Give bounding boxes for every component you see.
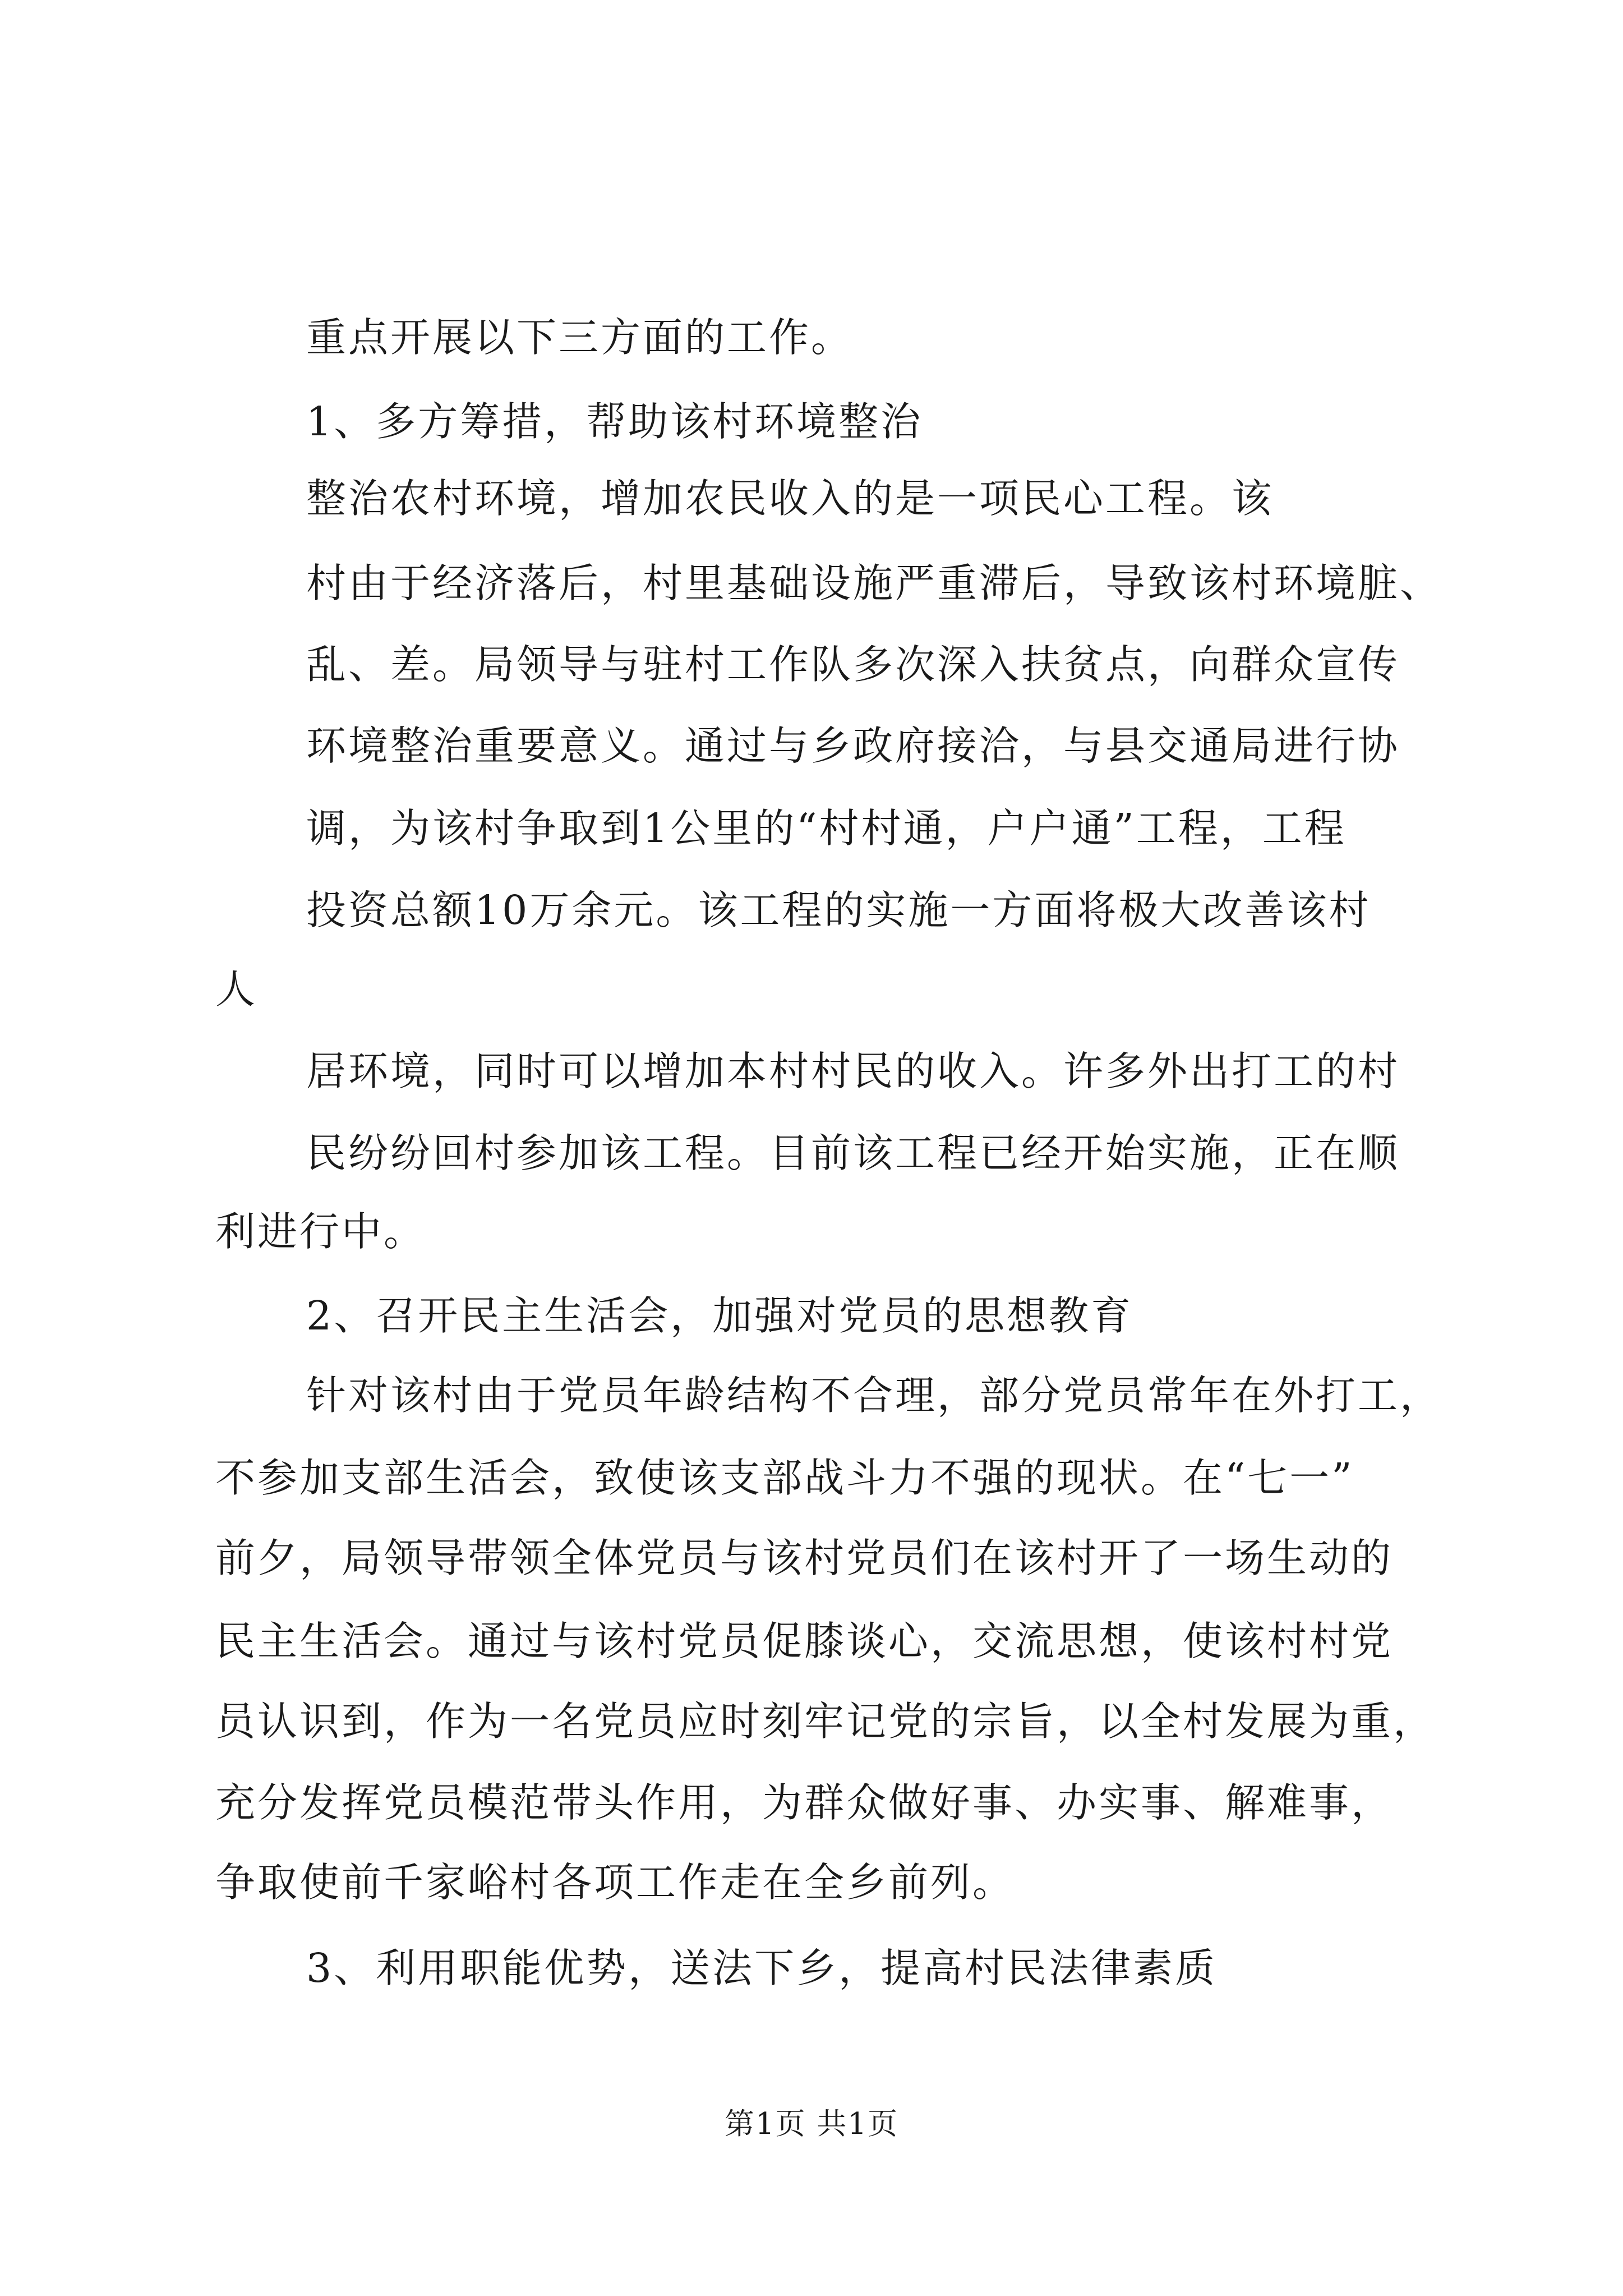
paragraph-line: 投资总额10万余元。该工程的实施一方面将极大改善该村 [306, 887, 1371, 933]
paragraph-line: 前夕，局领导带领全体党员与该村党员们在该村开了一场生动的 [215, 1535, 1394, 1581]
paragraph-line: 调，为该村争取到1公里的“村村通，户户通”工程，工程 [306, 805, 1347, 852]
paragraph-line: 不参加支部生活会，致使该支部战斗力不强的现状。在“七一” [215, 1455, 1354, 1501]
paragraph-line: 居环境，同时可以增加本村村民的收入。许多外出打工的村 [306, 1048, 1400, 1094]
page-number-footer: 第1页 共1页 [724, 2107, 899, 2141]
paragraph-line: 人 [215, 966, 258, 1013]
paragraph-line: 利进行中。 [215, 1208, 426, 1255]
section-heading: 3、利用职能优势，送法下乡，提高村民法律素质 [306, 1945, 1218, 1991]
paragraph-line: 整治农村环境，增加农民收入的是一项民心工程。该 [306, 475, 1274, 522]
section-heading: 1、多方筹措，帮助该村环境整治 [306, 398, 923, 445]
section-heading: 2、召开民主生活会，加强对党员的思想教育 [306, 1292, 1133, 1339]
paragraph-line: 重点开展以下三方面的工作。 [306, 314, 854, 361]
paragraph-line: 村由于经济落后，村里基础设施严重滞后，导致该村环境脏、 [306, 560, 1442, 606]
paragraph-line: 民主生活会。通过与该村党员促膝谈心，交流思想，使该村村党 [215, 1618, 1394, 1664]
paragraph-line: 员认识到，作为一名党员应时刻牢记党的宗旨，以全村发展为重， [215, 1698, 1436, 1745]
paragraph-line: 充分发挥党员模范带头作用，为群众做好事、办实事、解难事， [215, 1779, 1394, 1826]
paragraph-line: 民纷纷回村参加该工程。目前该工程已经开始实施，正在顺 [306, 1130, 1400, 1176]
paragraph-line: 针对该村由于党员年龄结构不合理，部分党员常年在外打工， [306, 1372, 1442, 1419]
paragraph-line: 环境整治重要意义。通过与乡政府接洽，与县交通局进行协 [306, 723, 1400, 769]
paragraph-line: 乱、差。局领导与驻村工作队多次深入扶贫点，向群众宣传 [306, 641, 1400, 688]
paragraph-line: 争取使前千家峪村各项工作走在全乡前列。 [215, 1859, 1015, 1906]
